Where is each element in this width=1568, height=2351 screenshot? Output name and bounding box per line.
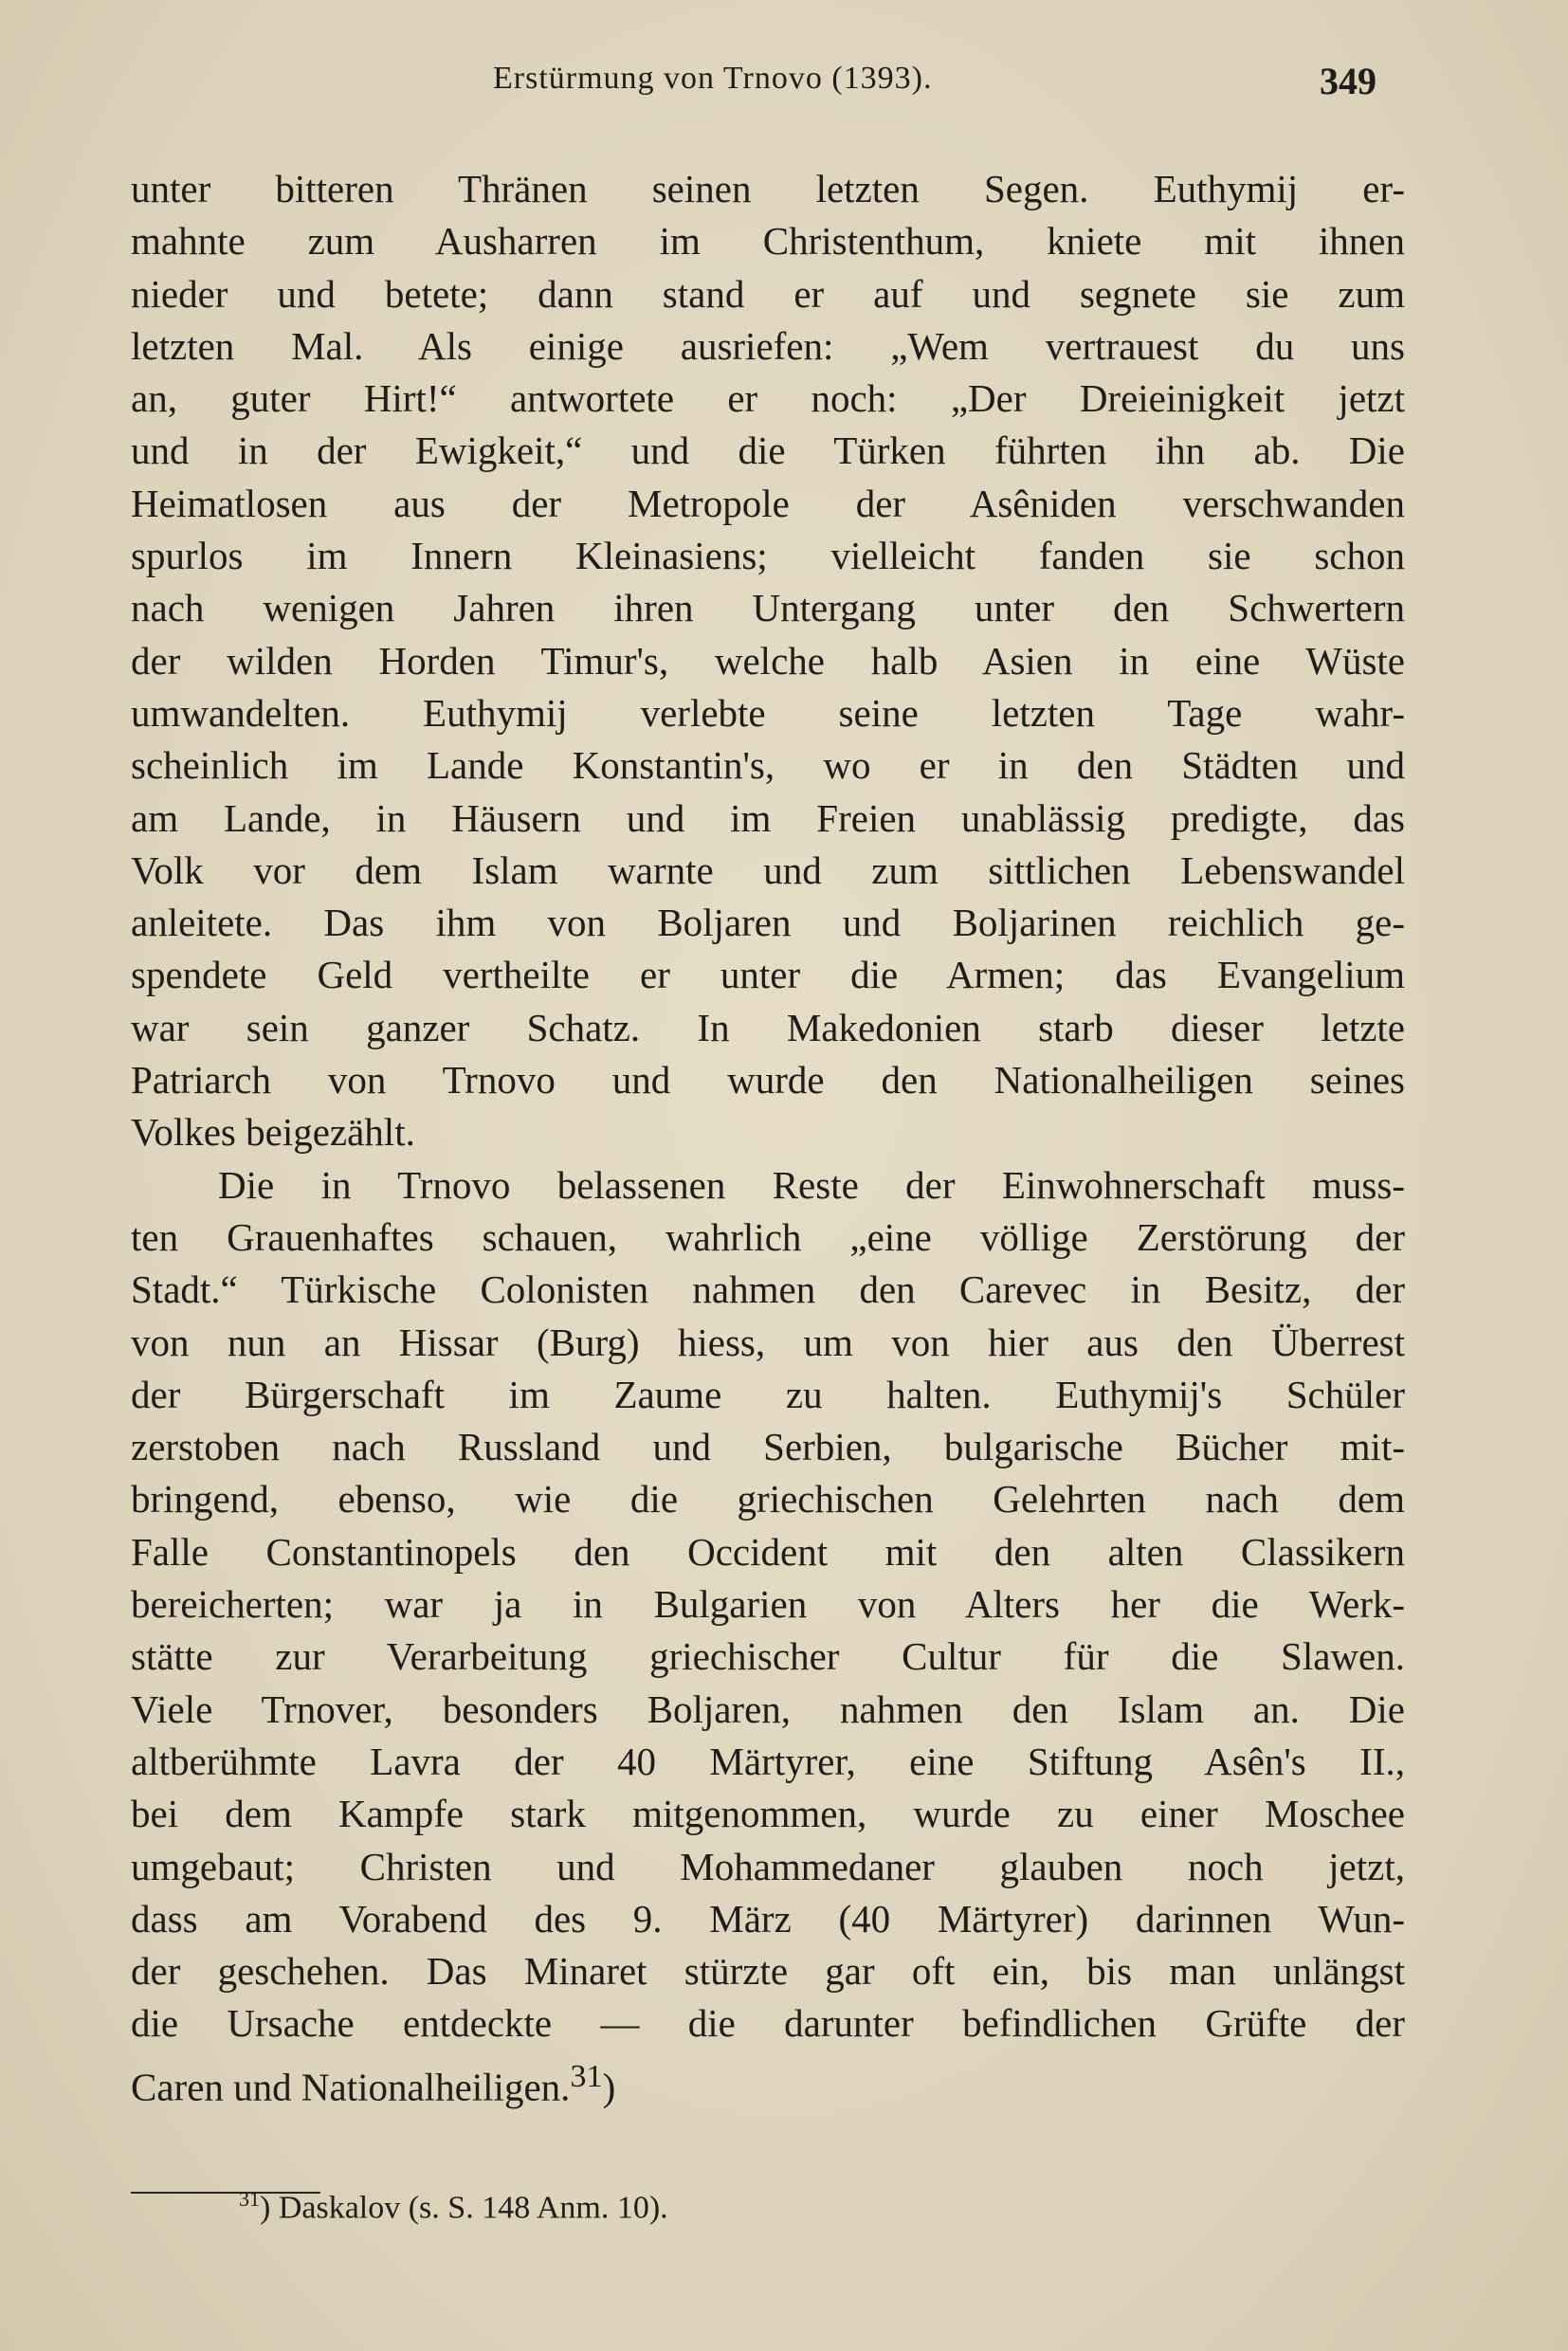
final-line-closing: ) (602, 2065, 616, 2109)
text-line: war sein ganzer Schatz. In Makedonien starb dieser letzte (131, 1005, 1405, 1049)
text-line: anleitete. Das ihm von Boljaren und Boljarinen reichlich ge- (131, 901, 1405, 945)
text-line: bei dem Kampfe stark mitgenommen, wurde zu einer Moschee (131, 1792, 1405, 1836)
text-line: scheinlich im Lande Konstantin's, wo er in den Städten und (131, 743, 1405, 788)
paragraph-start-line: Die in Trnovo belassenen Reste der Einwohnerschaft muss- (218, 1162, 1405, 1207)
text-line: zerstoben nach Russland und Serbien, bulgarische Bücher mit- (131, 1425, 1405, 1469)
paragraph-end-line (131, 2050, 1405, 2109)
text-line: Patriarch von Trnovo und wurde den Nationalheiligen seines (131, 1058, 1405, 1103)
text-line: an, guter Hirt!“ antwortete er noch: „Der Dreieinigkeit jetzt (131, 376, 1405, 421)
text-line: mahnte zum Ausharren im Christenthum, kniete mit ihnen (131, 219, 1405, 264)
text-line: dass am Vorabend des 9. März (40 Märtyrer) darinnen Wun- (131, 1896, 1405, 1941)
running-title: Erstürmung von Trnovo (1393). (493, 61, 933, 96)
text-line: unter bitteren Thränen seinen letzten Segen. Euthymij er- (131, 167, 1405, 210)
text-line: der Bürgerschaft im Zaume zu halten. Euthymij's Schüler (131, 1372, 1405, 1416)
body-text (131, 163, 1405, 2109)
text-line: umwandelten. Euthymij verlebte seine letzten Tage wahr- (131, 690, 1405, 735)
text-line: der geschehen. Das Minaret stürzte gar oft ein, bis man unlängst (131, 1949, 1405, 1994)
page-number: 349 (1320, 60, 1377, 102)
footnote-marker: 31 (239, 2187, 260, 2211)
text-line: und in der Ewigkeit,“ und die Türken führten ihn ab. Die (131, 428, 1405, 473)
text-line: ten Grauenhaftes schauen, wahrlich „eine völlige Zerstörung der (131, 1214, 1405, 1259)
text-line: nach wenigen Jahren ihren Untergang unter den Schwertern (131, 586, 1405, 630)
footnote-text: ) Daskalov (s. S. 148 Anm. 10). (260, 2190, 668, 2226)
text-line: altberühmte Lavra der 40 Märtyrer, eine Stiftung Asên's II., (131, 1739, 1405, 1783)
text-line: am Lande, in Häusern und im Freien unablässig predigte, das (131, 795, 1405, 840)
text-line: Stadt.“ Türkische Colonisten nahmen den Carevec in Besitz, der (131, 1267, 1405, 1312)
text-line: nieder und betete; dann stand er auf und segnete sie zum (131, 271, 1405, 316)
footnote (239, 2171, 668, 2236)
text-line: der wilden Horden Timur's, welche halb Asien in eine Wüste (131, 638, 1405, 683)
paragraph-end-line: Volkes beigezählt. (131, 1110, 415, 1155)
text-line: stätte zur Verarbeitung griechischer Cultur für die Slawen. (131, 1634, 1405, 1679)
text-line: letzten Mal. Als einige ausriefen: „Wem vertrauest du uns (131, 323, 1405, 368)
final-line-text: Caren und Nationalheiligen. (131, 2065, 571, 2109)
text-line: spendete Geld vertheilte er unter die Armen; das Evangelium (131, 953, 1405, 997)
text-line: Viele Trnover, besonders Boljaren, nahmen den Islam an. Die (131, 1686, 1405, 1731)
text-line: die Ursache entdeckte — die darunter befindlichen Grüfte der (131, 2001, 1405, 2046)
footnote-reference[interactable]: 31 (570, 2058, 603, 2094)
text-line: bringend, ebenso, wie die griechischen Gelehrten nach dem (131, 1477, 1405, 1522)
text-line: Volk vor dem Islam warnte und zum sittlichen Lebenswandel (131, 847, 1405, 892)
text-line: umgebaut; Christen und Mohammedaner glauben noch jetzt, (131, 1844, 1405, 1888)
text-line: von nun an Hissar (Burg) hiess, um von hier aus den Überrest (131, 1320, 1405, 1364)
text-line: spurlos im Innern Kleinasiens; vielleicht fanden sie schon (131, 534, 1405, 578)
text-line: bereicherten; war ja in Bulgarien von Alters her die Werk- (131, 1582, 1405, 1627)
text-line: Heimatlosen aus der Metropole der Asêniden verschwanden (131, 481, 1405, 525)
text-line: Falle Constantinopels den Occident mit den alten Classikern (131, 1529, 1405, 1574)
